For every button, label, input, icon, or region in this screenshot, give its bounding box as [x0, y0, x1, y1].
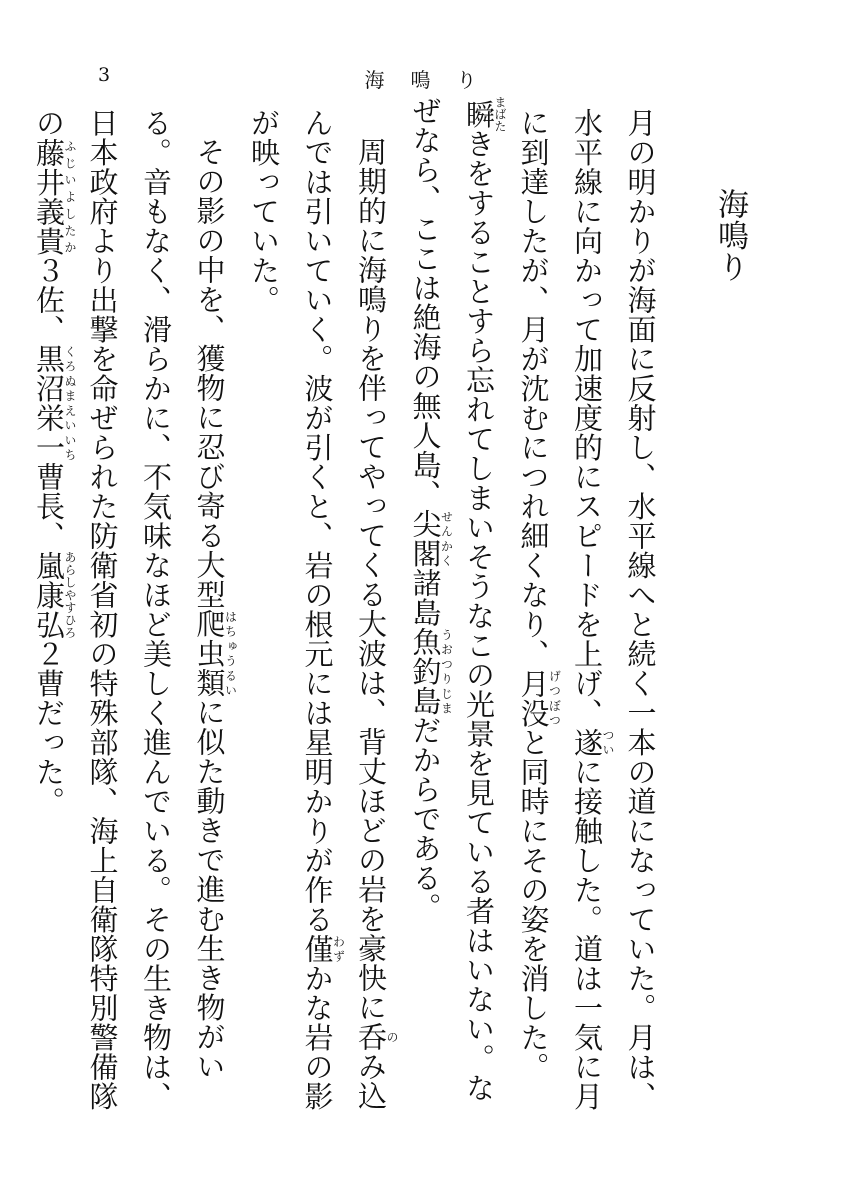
ruby-reading: はちゅうるい: [223, 609, 238, 698]
text-run: かな岩の影が映っていた。: [247, 108, 335, 1111]
text-run: 月の明かりが海面に反射し、水平線へと続く一本の道になっていた。月は、水平線に向かって加速度的にスピードを上げ、: [570, 108, 658, 1111]
ruby-reading: の: [385, 1022, 399, 1052]
ruby-word: 瞬まばた: [462, 96, 507, 132]
paragraph-2: [398, 96, 506, 1118]
ruby-word: 尖閣せんかく: [408, 509, 454, 568]
chapter-title: 海鳴り: [712, 188, 748, 283]
text-run: ２曹だった。: [32, 639, 66, 816]
ruby-word: 魚釣島うおつりじま: [408, 627, 454, 716]
text-run: その影の中を、獲物に忍び寄る大型: [192, 137, 227, 609]
text-run: 周期的に海鳴りを伴ってやってくる大波は、背丈ほどの岩を豪快に: [354, 137, 388, 1022]
body-text: [32, 96, 756, 1118]
text-run: と同時にその姿を消した。: [516, 727, 551, 1082]
text-run: 曹長、: [32, 462, 66, 551]
ruby-reading: ふじいよしたか: [63, 137, 77, 256]
page-number: 3: [98, 64, 111, 86]
ruby-word: 藤井義貴ふじいよしたか: [32, 137, 77, 256]
ruby-word: 呑の: [354, 1022, 399, 1052]
ruby-word: 嵐康弘あらしやすひろ: [32, 550, 77, 639]
text-run: に接触した。道は一気に月に到達したが、月が沈むにつれ細くなり、: [516, 108, 604, 1111]
ruby-reading: あらしやすひろ: [63, 550, 77, 639]
ruby-reading: げつぼつ: [547, 668, 562, 728]
ruby-reading: つい: [601, 727, 615, 757]
ruby-reading: うおつりじま: [439, 627, 454, 716]
text-run: 諸島: [408, 568, 443, 627]
running-header: 海鳴り: [364, 68, 503, 92]
paragraph-3: [237, 108, 399, 1118]
ruby-reading: まばた: [493, 96, 507, 132]
scene-spacer: [0, 108, 22, 1118]
text-run: に似た動きで進む生き物がいる。音もなく、滑らかに、不気味なほど美しく進んでいる。その生き物は、日本政府より出撃を命ぜられた防衛省初の特殊部隊、海上自衛隊特別警備隊の: [32, 108, 227, 1111]
text-run: ３佐、: [32, 255, 66, 344]
text-run: きをすることすら忘れてしまいそうなこの光景を見ている者はいない。なぜなら、ここは絶海の無人島、: [408, 96, 496, 1103]
ruby-reading: せんかく: [439, 509, 454, 568]
paragraph-1: [506, 108, 667, 1118]
ruby-reading: くろぬまえいいち: [63, 344, 77, 462]
text-run: だからである。: [408, 715, 443, 922]
ruby-word: 僅わず: [300, 934, 346, 964]
ruby-word: 黒沼栄一くろぬまえいいち: [32, 344, 77, 462]
text-run: み込んでは引いていく。波が引くと、岩の根元には星明かりが作る: [300, 108, 388, 1111]
paragraph-4: [22, 108, 237, 1118]
ruby-word: 爬虫類はちゅうるい: [192, 609, 238, 698]
ruby-reading: わず: [331, 934, 346, 964]
ruby-word: 遂つい: [570, 727, 615, 757]
ruby-word: 月没げつぼつ: [516, 668, 562, 728]
